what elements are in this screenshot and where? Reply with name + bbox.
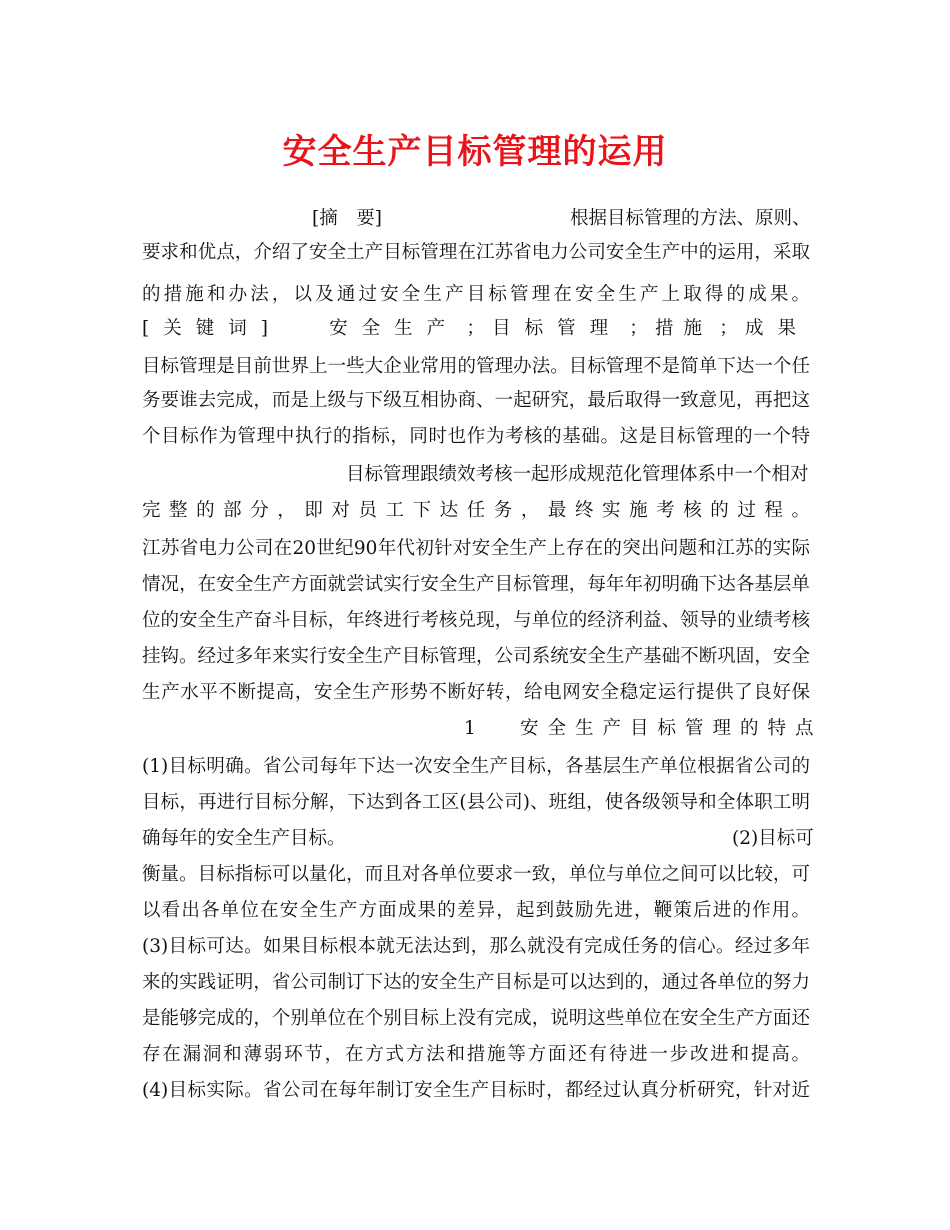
section-number: 1 bbox=[464, 718, 476, 739]
abstract-label: [摘 要] bbox=[312, 208, 382, 229]
section-heading: 安全生产目标管理的特点 bbox=[520, 718, 823, 739]
body-line: 江苏省电力公司在20世纪90年代初针对安全生产上存在的突出问题和江苏的实际 bbox=[142, 538, 810, 559]
item-2-start: (2)目标可 bbox=[732, 828, 814, 849]
body-line: 要求和优点，介绍了安全土产目标管理在江苏省电力公司安全生产中的运用，采取 bbox=[142, 242, 810, 263]
body-line: 确每年的安全生产目标。 bbox=[142, 828, 346, 849]
keyword-separator: ； bbox=[466, 318, 485, 339]
keyword: 成果 bbox=[744, 318, 810, 339]
body-line: 衡量。目标指标可以量化，而且对各单位要求一致，单位与单位之间可以比较，可 bbox=[142, 864, 810, 885]
body-line: 生产水平不断提高，安全生产形势不断好转，给电网安全稳定运行提供了良好保 bbox=[142, 682, 810, 703]
body-line: 的措施和办法，以及通过安全生产目标管理在安全生产上取得的成果。 bbox=[142, 284, 810, 305]
body-line: 目标管理是目前世界上一些大企业常用的管理办法。目标管理不是简单下达一个任 bbox=[142, 356, 810, 377]
body-line: (1)目标明确。省公司每年下达一次安全生产目标，各基层生产单位根据省公司的 bbox=[142, 756, 810, 777]
body-line: 挂钩。经过多年来实行安全生产目标管理，公司系统安全生产基础不断巩固，安全 bbox=[142, 646, 810, 667]
abstract-text-start: 根据目标管理的方法、原则、 bbox=[570, 208, 811, 229]
body-line: 目标，再进行目标分解，下达到各工区(县公司)、班组，使各级领导和全体职工明 bbox=[142, 792, 810, 813]
keyword-separator: ； bbox=[629, 318, 648, 339]
body-line: (4)目标实际。省公司在每年制订安全生产目标时，都经过认真分析研究，针对近 bbox=[142, 1080, 810, 1101]
keywords-label: [关键词] bbox=[142, 318, 282, 339]
body-line: 完整的部分，即对员工下达任务，最终实施考核的过程。 bbox=[142, 500, 810, 521]
body-line: 来的实践证明，省公司制订下达的安全生产目标是可以达到的，通过各单位的努力 bbox=[142, 972, 810, 993]
keyword: 措施 bbox=[655, 318, 713, 339]
body-line: 目标管理跟绩效考核一起形成规范化管理体系中一个相对 bbox=[346, 464, 809, 485]
keywords-line bbox=[142, 314, 810, 344]
keyword: 目标管理 bbox=[492, 318, 623, 339]
body-line: (3)目标可达。如果目标根本就无法达到，那么就没有完成任务的信心。经过多年 bbox=[142, 936, 810, 957]
body-line: 个目标作为管理中执行的指标，同时也作为考核的基础。这是目标管理的一个特 bbox=[142, 426, 810, 447]
page-title: 安全生产目标管理的运用 bbox=[282, 132, 668, 172]
keyword: 安全生产 bbox=[329, 318, 460, 339]
body-line: 务要谁去完成，而是上级与下级互相协商、一起研究，最后取得一致意见，再把这 bbox=[142, 390, 810, 411]
keyword-separator: ； bbox=[719, 318, 738, 339]
body-line: 位的安全生产奋斗目标，年终进行考核兑现，与单位的经济利益、领导的业绩考核 bbox=[142, 610, 810, 631]
body-line: 存在漏洞和薄弱环节，在方式方法和措施等方面还有待进一步改进和提高。 bbox=[142, 1044, 810, 1065]
body-line: 情况，在安全生产方面就尝试实行安全生产目标管理，每年年初明确下达各基层单 bbox=[142, 574, 810, 595]
body-line: 以看出各单位在安全生产方面成果的差异，起到鼓励先进，鞭策后进的作用。 bbox=[142, 900, 810, 921]
body-line: 是能够完成的，个别单位在个别目标上没有完成，说明这些单位在安全生产方面还 bbox=[142, 1008, 810, 1029]
